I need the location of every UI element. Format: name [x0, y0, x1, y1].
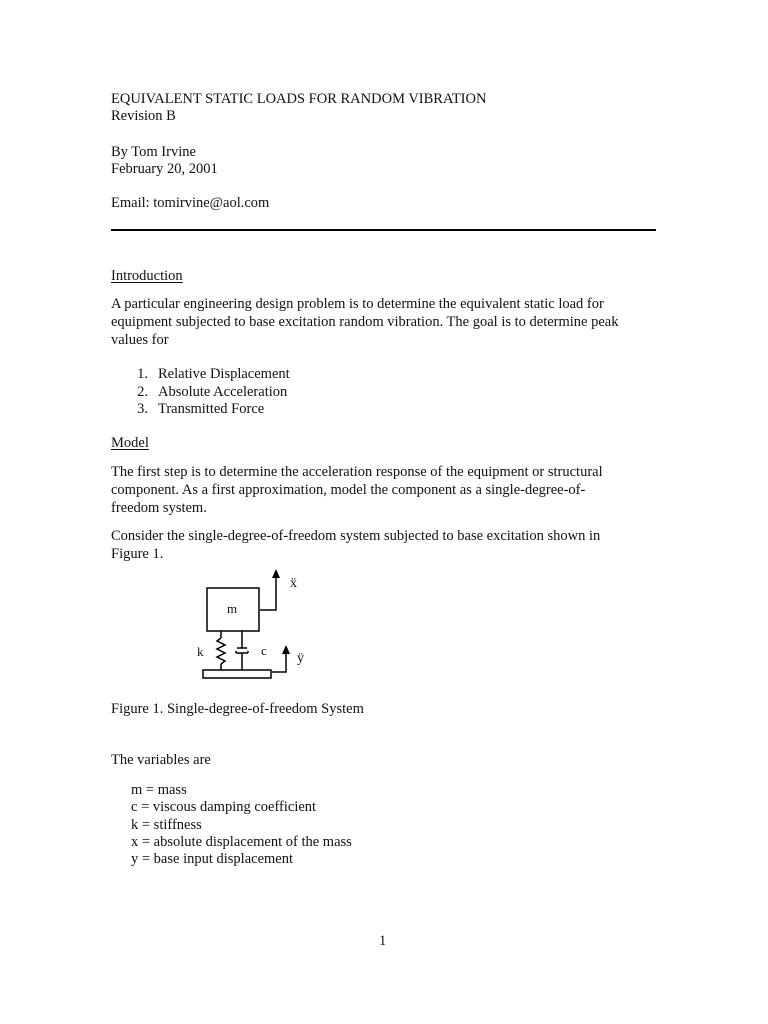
- variable-symbol: k: [131, 817, 139, 833]
- model-paragraph-line: component. As a first approximation, model the component as a single-degree-of-: [111, 482, 586, 498]
- list-item-text: Absolute Acceleration: [158, 384, 288, 400]
- variable-definition: = stiffness: [141, 817, 202, 833]
- intro-paragraph-line: equipment subjected to base excitation random vibration. The goal is to determine peak: [111, 314, 619, 330]
- variable-row: [131, 781, 187, 799]
- base-arrow-head: [282, 645, 290, 654]
- variable-symbol: c: [131, 799, 138, 815]
- list-item-text: Relative Displacement: [158, 366, 290, 382]
- model-paragraph-line: The first step is to determine the acceleration response of the equipment or structural: [111, 464, 603, 480]
- sdof-diagram: [190, 568, 320, 686]
- date-line: February 20, 2001: [111, 161, 218, 177]
- damper-symbol: [236, 631, 248, 670]
- model-paragraph-line: Figure 1.: [111, 546, 164, 562]
- mass-label: m: [227, 601, 238, 616]
- email-line: Email: tomirvine@aol.com: [111, 195, 270, 211]
- damper-label: c: [261, 643, 267, 658]
- figure-caption: Figure 1. Single-degree-of-freedom System: [111, 701, 364, 717]
- page-number: 1: [379, 933, 387, 949]
- variable-symbol: y: [131, 851, 139, 867]
- intro-paragraph-line: A particular engineering design problem is to determine the equivalent static load for: [111, 296, 604, 312]
- base-plate: [203, 670, 271, 678]
- mass-acceleration-arrow: [260, 576, 276, 610]
- variable-row: [131, 850, 293, 868]
- mass-acceleration-label: ẍ: [290, 576, 297, 591]
- model-paragraph-line: freedom system.: [111, 500, 207, 516]
- variable-definition: = mass: [145, 782, 187, 798]
- document-title: EQUIVALENT STATIC LOADS FOR RANDOM VIBRATION: [111, 91, 487, 107]
- base-acceleration-label: ÿ: [297, 651, 304, 666]
- variable-definition: = base input displacement: [141, 851, 293, 867]
- header-divider: [111, 229, 656, 231]
- variable-definition: = absolute displacement of the mass: [141, 834, 352, 850]
- variable-row: [131, 816, 202, 834]
- list-item-number: 1.: [137, 366, 148, 382]
- spring-label: k: [197, 644, 204, 659]
- list-item-text: Transmitted Force: [158, 401, 265, 417]
- list-item-number: 2.: [137, 384, 148, 400]
- variable-symbol: x: [131, 834, 139, 850]
- variable-row: [131, 798, 316, 816]
- introduction-heading: Introduction: [111, 268, 183, 284]
- variable-symbol: m: [131, 782, 143, 798]
- variables-intro: The variables are: [111, 752, 211, 768]
- list-item-number: 3.: [137, 401, 148, 417]
- revision-label: Revision B: [111, 108, 176, 124]
- base-acceleration-arrow: [272, 652, 286, 672]
- sdof-diagram-graphic: [190, 568, 320, 686]
- intro-paragraph-line: values for: [111, 332, 169, 348]
- mass-arrow-head: [272, 569, 280, 578]
- variable-definition: = viscous damping coefficient: [141, 799, 317, 815]
- author-line: By Tom Irvine: [111, 144, 196, 160]
- variable-row: [131, 833, 352, 851]
- model-heading: Model: [111, 435, 149, 451]
- model-paragraph-line: Consider the single-degree-of-freedom system subjected to base excitation shown in: [111, 528, 601, 544]
- spring-symbol: [217, 631, 225, 670]
